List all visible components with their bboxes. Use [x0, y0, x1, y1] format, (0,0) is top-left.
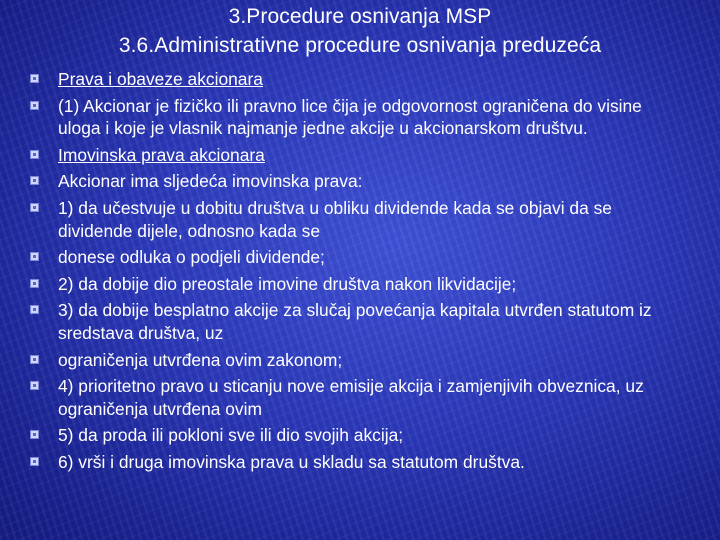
bullet-item — [28, 68, 688, 91]
bullet-item — [28, 197, 688, 242]
square-bullet-icon — [30, 203, 39, 212]
bullet-item — [28, 273, 688, 296]
bullet-text: Imovinska prava akcionara — [58, 144, 265, 165]
bullet-item — [28, 144, 688, 167]
bullet-text: 4) prioritetno pravo u sticanju nove emisije akcija i zamjenjivih obveznica, uz ograničenja utvrđena ovim — [58, 376, 644, 419]
bullet-text: Prava i obaveze akcionara — [58, 69, 263, 89]
square-bullet-icon — [30, 150, 39, 159]
bullet-text: donese odluka o podjeli dividende; — [58, 247, 325, 268]
bullet-text: 6) vrši i druga imovinska prava u skladu sa statutom društva. — [58, 451, 525, 472]
square-bullet-icon — [30, 457, 39, 466]
bullet-text: Akcionar ima sljedeća imovinska prava: — [58, 171, 363, 192]
square-bullet-icon — [30, 381, 39, 390]
bullet-list — [28, 68, 688, 478]
square-bullet-icon — [30, 279, 39, 288]
bullet-item — [28, 246, 688, 269]
bullet-text: ograničenja utvrđena ovim zakonom; — [58, 349, 343, 370]
slide-title — [0, 2, 720, 60]
square-bullet-icon — [30, 355, 39, 364]
bullet-text: 1) da učestvuje u dobitu društva u obliku dividende kada se objavi da se dividende dijele, odnosno kada se — [58, 197, 612, 241]
square-bullet-icon — [30, 101, 39, 110]
bullet-item — [28, 451, 688, 474]
bullet-text: (1) Akcionar je fizičko ili pravno lice čija je odgovornost ograničena do visine uloga i koje je vlasnik najmanje jedne akcije u akcionarskom društvu. — [58, 95, 642, 139]
bullet-text: 2) da dobije dio preostale imovine društva nakon likvidacije; — [58, 273, 517, 294]
bullet-item — [28, 424, 688, 447]
title-line-1: 3.Procedure osnivanja MSP — [228, 5, 492, 28]
square-bullet-icon — [30, 305, 39, 314]
square-bullet-icon — [30, 74, 39, 83]
title-line-2: 3.6.Administrativne procedure osnivanja preduzeća — [118, 34, 602, 57]
bullet-item — [28, 375, 688, 420]
bullet-text: 5) da proda ili pokloni sve ili dio svojih akcija; — [58, 425, 404, 446]
bullet-text: 3) da dobije besplatno akcije za slučaj povećanja kapitala utvrđen statutom iz sredstava društva, uz — [58, 300, 652, 343]
square-bullet-icon — [30, 430, 39, 439]
bullet-item — [28, 95, 688, 140]
bullet-item — [28, 299, 688, 344]
bullet-item — [28, 170, 688, 193]
bullet-item — [28, 349, 688, 372]
square-bullet-icon — [30, 176, 39, 185]
square-bullet-icon — [30, 252, 39, 261]
